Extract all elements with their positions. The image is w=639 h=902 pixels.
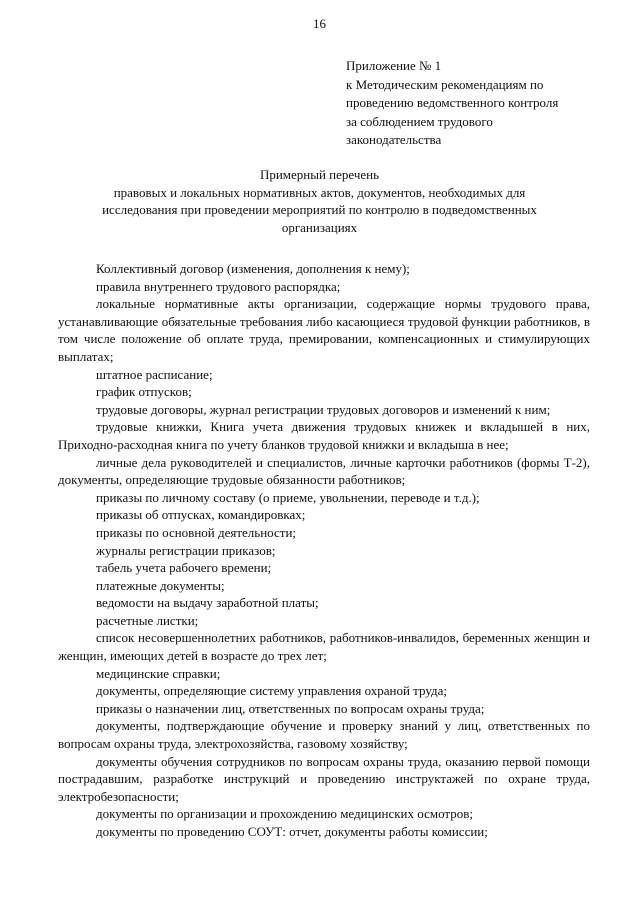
appendix-line: к Методическим рекомендациям по [346,76,544,92]
list-item: трудовые договоры, журнал регистрации трудовых договоров и изменений к ним; [96,401,551,417]
list-item: приказы по личному составу (о приеме, увольнении, переводе и т.д.); [96,489,480,505]
list-item: локальные нормативные акты организации, содержащие нормы трудового права, устанавливающие обязательные требования либо касающиеся трудовой функции работников, в том числе положение об оплате труда, премировании, компенсационных и стимулирующих выплатах; [58,296,590,364]
list-item: приказы по основной деятельности; [96,524,297,540]
list-item: документы, определяющие систему управления охраной труда; [96,683,448,699]
list-item: личные дела руководителей и специалистов, личные карточки работников (формы Т-2), документы, определяющие трудовые обязанности работников; [58,454,590,488]
list-item: документы по проведению СОУТ: отчет, документы работы комиссии; [96,824,488,839]
page-number: 16 [313,16,326,31]
list-item: документы обучения сотрудников по вопросам охраны труда, оказанию первой помощи пострадавшим, разработке инструкций и проведению инструктажей по охране труда, электробезопасности; [58,753,590,804]
list-item: трудовые книжки, Книга учета движения трудовых книжек и вкладышей в них, Приходно-расходная книга по учету бланков трудовой книжки и вкладыша в нее; [58,419,590,452]
list-item: правила внутреннего трудового распорядка; [96,278,341,294]
appendix-line: проведению ведомственного контроля [346,95,559,110]
list-item: табель учета рабочего времени; [96,560,272,576]
appendix-line: за соблюдением трудового [346,113,493,129]
list-item: расчетные листки; [96,612,199,628]
document-title [40,166,599,236]
title-line: организациях [281,219,358,235]
list-item: график отпусков; [96,384,192,400]
list-item: медицинские справки; [96,665,221,681]
document-list [58,260,590,841]
list-item: штатное расписание; [96,366,213,382]
appendix-line: Приложение № 1 [346,58,442,73]
list-item: документы, подтверждающие обучение и проверку знаний у лиц, ответственных по вопросам охраны труда, электрохозяйства, газовому хозяйству; [58,718,590,752]
title-line: Примерный перечень [259,167,380,182]
list-item: документы по организации и прохождению медицинских осмотров; [96,806,474,822]
title-line: исследования при проведении мероприятий по контролю в подведомственных [102,202,537,218]
list-item: журналы регистрации приказов; [96,542,276,558]
list-item: приказы о назначении лиц, ответственных по вопросам охраны труда; [96,700,485,716]
list-item: платежные документы; [96,577,225,593]
title-line: правовых и локальных нормативных актов, документов, необходимых для [113,184,526,200]
list-item: ведомости на выдачу заработной платы; [96,595,319,611]
appendix-line: законодательства [346,132,442,147]
list-item: приказы об отпусках, командировках; [96,507,306,523]
appendix-header [346,57,626,150]
list-item: Коллективный договор (изменения, дополнения к нему); [96,261,410,276]
list-item: список несовершеннолетних работников, работников-инвалидов, беременных женщин и женщин, имеющих детей в возрасте до трех лет; [58,630,590,664]
